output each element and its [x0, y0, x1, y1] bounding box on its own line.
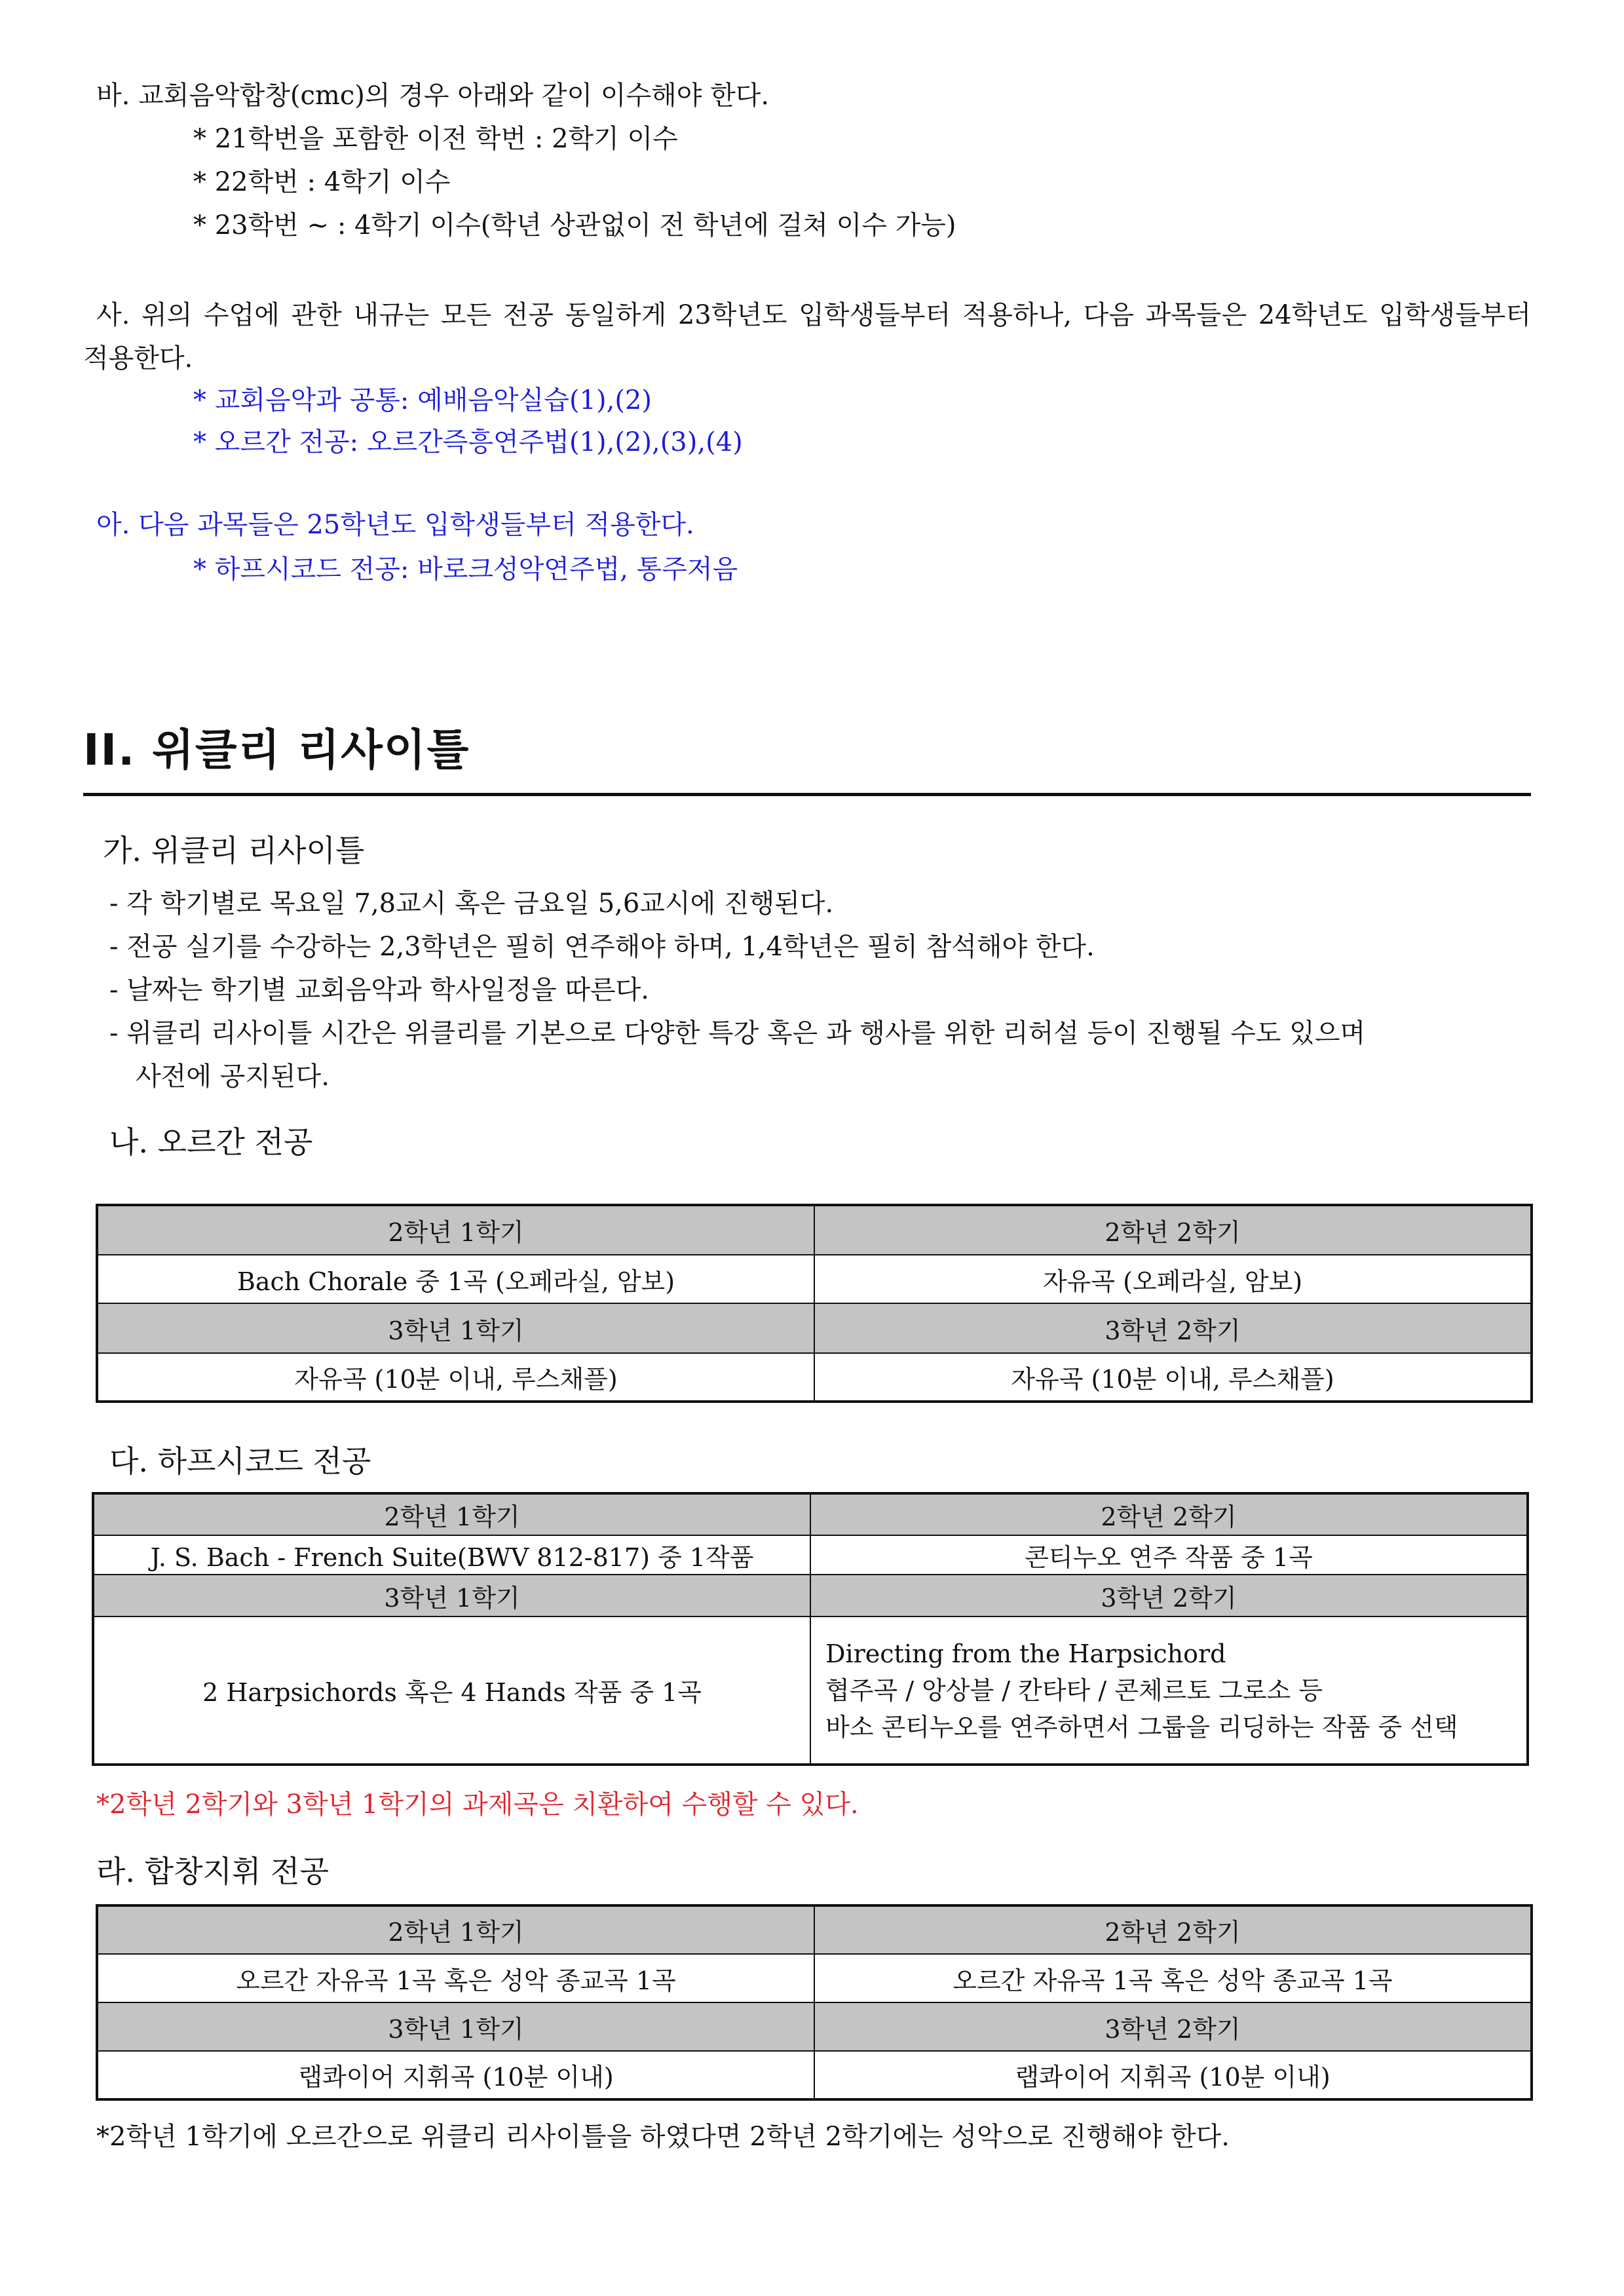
section-sa-line2: 적용한다. [83, 343, 193, 373]
list-item: - 위클리 리사이틀 시간은 위클리를 기본으로 다양한 특강 혹은 과 행사를 위한 리허설 등이 진행될 수도 있으며 [109, 1018, 1366, 1048]
table-cell: J. S. Bach - French Suite(BWV 812-817) 중 1작품 [93, 1535, 810, 1575]
harpsichord-schedule-table [92, 1492, 1529, 1766]
table-cell: 2 Harpsichords 혹은 4 Hands 작품 중 1곡 [93, 1617, 810, 1765]
list-item: * 22학번 : 4학기 이수 [193, 167, 451, 197]
subsection-heading: 라. 합창지휘 전공 [96, 1854, 329, 1889]
cell-line: 바소 콘티누오를 연주하면서 그룹을 리딩하는 작품 중 선택 [825, 1712, 1458, 1742]
table-cell: Bach Chorale 중 1곡 (오페라실, 암보) [97, 1255, 814, 1303]
table-header-cell: 3학년 2학기 [814, 2002, 1532, 2051]
table-cell: 자유곡 (10분 이내, 루스채플) [97, 1353, 814, 1402]
list-item: * 하프시코드 전공: 바로크성악연주법, 통주저음 [193, 554, 738, 584]
table-cell: 자유곡 (10분 이내, 루스채플) [814, 1353, 1532, 1402]
table-note: *2학년 2학기와 3학년 1학기의 과제곡은 치환하여 수행할 수 있다. [96, 1789, 859, 1820]
section-divider [83, 793, 1531, 796]
list-item: * 21학번을 포함한 이전 학번 : 2학기 이수 [193, 124, 678, 154]
table-header-cell: 2학년 1학기 [97, 1905, 814, 1954]
list-item: - 날짜는 학기별 교회음악과 학사일정을 따른다. [109, 975, 649, 1005]
section-a-heading: 아. 다음 과목들은 25학년도 입학생들부터 적용한다. [96, 510, 694, 540]
table-cell: 콘티누오 연주 작품 중 1곡 [810, 1535, 1528, 1575]
organ-schedule-table [96, 1204, 1533, 1403]
table-cell: 랩콰이어 지휘곡 (10분 이내) [814, 2051, 1532, 2099]
table-cell [810, 1617, 1528, 1765]
list-item: - 각 학기별로 목요일 7,8교시 혹은 금요일 5,6교시에 진행된다. [109, 889, 834, 919]
cell-line: Directing from the Harpsichord [825, 1639, 1226, 1668]
list-item-continuation: 사전에 공지된다. [136, 1062, 330, 1092]
table-header-cell: 2학년 1학기 [97, 1205, 814, 1255]
list-item: * 23학번 ~ : 4학기 이수(학년 상관없이 전 학년에 걸쳐 이수 가능) [193, 210, 956, 240]
subsection-heading: 나. 오르간 전공 [109, 1124, 313, 1160]
table-header-cell: 2학년 2학기 [814, 1205, 1532, 1255]
list-item: * 오르간 전공: 오르간즉흥연주법(1),(2),(3),(4) [193, 427, 743, 457]
table-note: *2학년 1학기에 오르간으로 위클리 리사이틀을 하였다면 2학년 2학기에는 성악으로 진행해야 한다. [96, 2122, 1230, 2152]
table-header-cell: 2학년 1학기 [93, 1493, 810, 1535]
table-header-cell: 3학년 1학기 [97, 2002, 814, 2051]
section-title: II. 위클리 리사이틀 [83, 725, 470, 775]
table-cell: 오르간 자유곡 1곡 혹은 성악 종교곡 1곡 [97, 1954, 814, 2002]
list-item: - 전공 실기를 수강하는 2,3학년은 필히 연주해야 하며, 1,4학년은 필히 참석해야 한다. [109, 932, 1095, 962]
cell-line: 협주곡 / 앙상블 / 칸타타 / 콘체르토 그로소 등 [825, 1675, 1323, 1705]
table-header-cell: 3학년 1학기 [93, 1575, 810, 1617]
table-header-cell: 3학년 2학기 [810, 1575, 1528, 1617]
section-ba-heading: 바. 교회음악합창(cmc)의 경우 아래와 같이 이수해야 한다. [96, 81, 770, 111]
section-sa-line1: 사. 위의 수업에 관한 내규는 모든 전공 동일하게 23학년도 입학생들부터 적용하나, 다음 과목들은 24학년도 입학생들부터 [96, 300, 1531, 330]
subsection-heading: 가. 위클리 리사이틀 [103, 833, 365, 868]
table-header-cell: 3학년 1학기 [97, 1303, 814, 1353]
table-cell: 오르간 자유곡 1곡 혹은 성악 종교곡 1곡 [814, 1954, 1532, 2002]
list-item: * 교회음악과 공통: 예배음악실습(1),(2) [193, 385, 652, 415]
table-header-cell: 2학년 2학기 [814, 1905, 1532, 1954]
table-cell: 자유곡 (오페라실, 암보) [814, 1255, 1532, 1303]
table-header-cell: 2학년 2학기 [810, 1493, 1528, 1535]
subsection-heading: 다. 하프시코드 전공 [109, 1444, 371, 1479]
table-cell: 랩콰이어 지휘곡 (10분 이내) [97, 2051, 814, 2099]
choral-conducting-schedule-table [96, 1904, 1533, 2101]
table-header-cell: 3학년 2학기 [814, 1303, 1532, 1353]
